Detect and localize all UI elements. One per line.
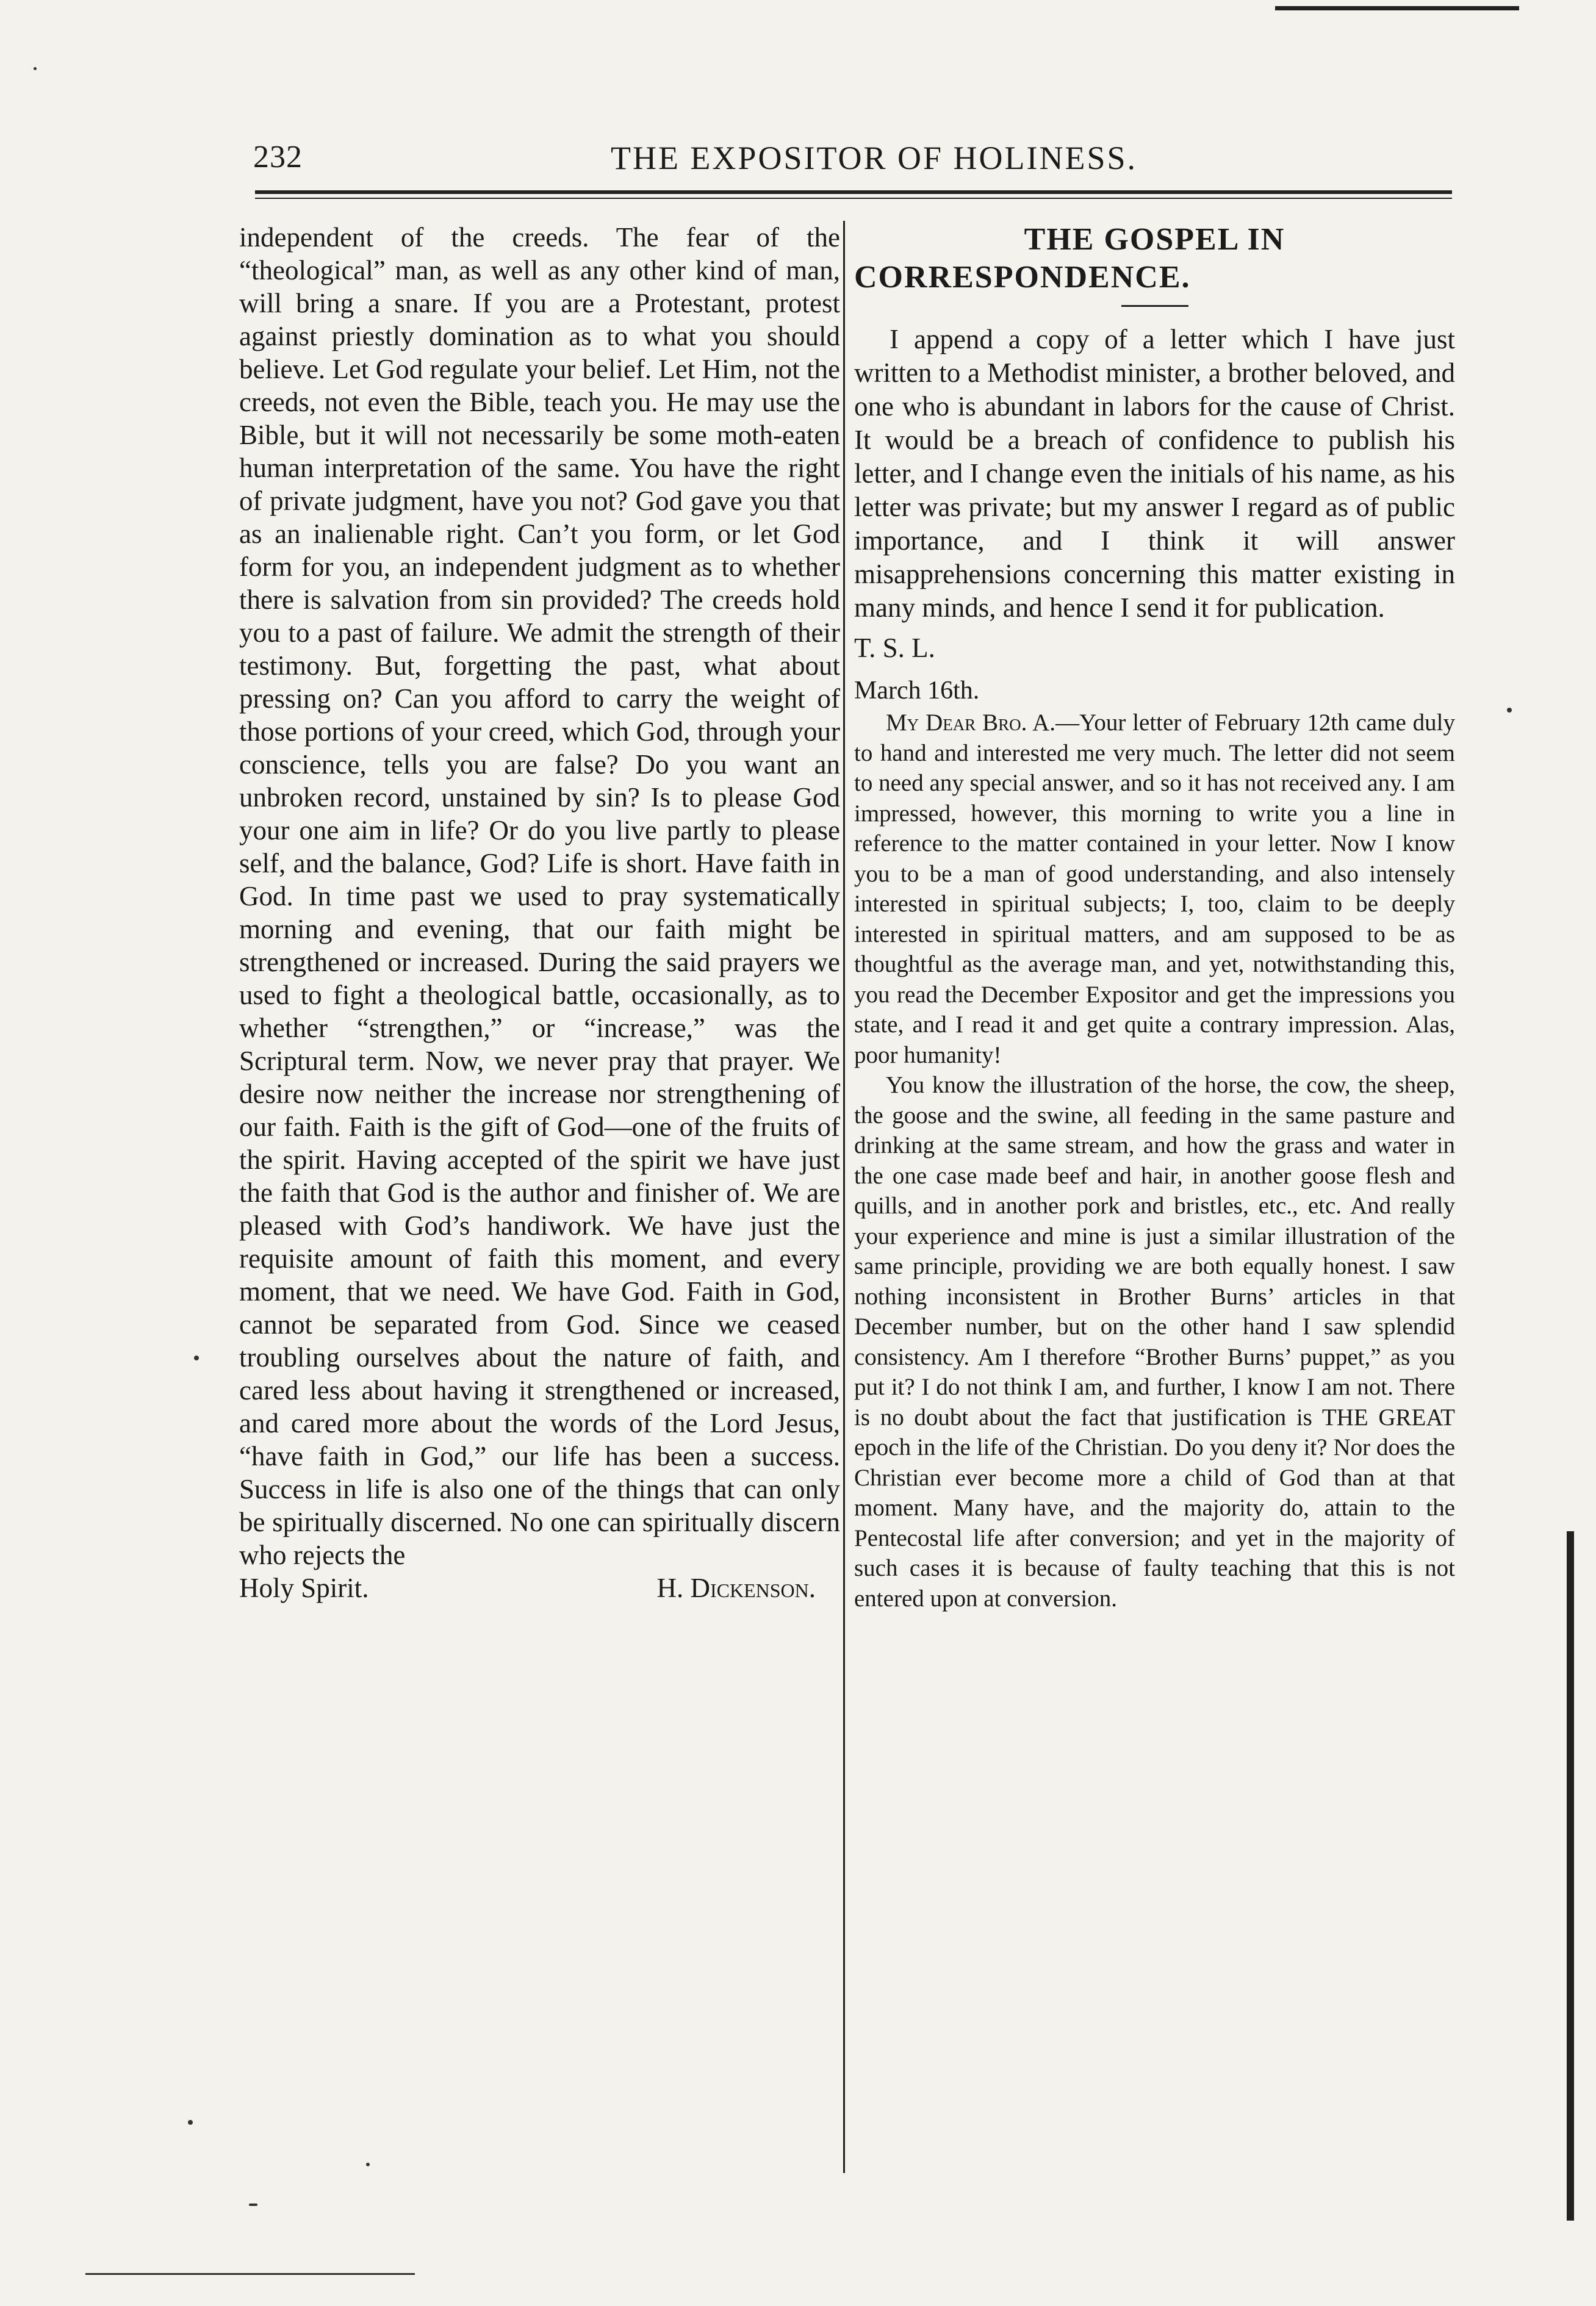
margin-speck bbox=[188, 2120, 193, 2125]
left-column bbox=[239, 221, 840, 1604]
binding-edge-shadow bbox=[1567, 1531, 1574, 2221]
title-rule bbox=[1121, 305, 1188, 307]
letter-paragraph-2: You know the illustration of the horse, the cow, the sheep, the goose and the swine, all feeding in the same pasture and drinking at the same stream, and how the grass and water in the one case made beef and hair, in another goose flesh and quills, and in another pork and bristles, etc., etc. And really your experience and mine is just a similar illustration of the same principle, providing we are both equally honest. I saw nothing inconsistent in Brother Burns’ articles in that December number, but on the other hand I saw splendid consistency. Am I therefore “Brother Burns’ puppet,” as you put it? I do not think I am, and further, I know I am not. There is no doubt about the fact that justification is THE GREAT epoch in the life of the Christian. Do you deny it? Nor does the Christian ever become more a child of God than at that moment. Many have, and the majority do, attain to the Pentecostal life after conversion; and yet in the majority of such cases it is because of faulty teaching that this is not entered upon at conversion. bbox=[854, 1072, 1455, 1612]
right-column bbox=[854, 221, 1455, 1614]
letter-body bbox=[854, 708, 1455, 1614]
margin-speck bbox=[194, 1356, 199, 1360]
letter-paragraph-1-text: —Your letter of February 12th came duly to hand and interested me very much. The letter did not seem to need any special answer, and so it has not received any. I am impressed, however, this morning to write you a line in reference to the matter contained in your letter. Now I know you to be a man of good understanding, and also intensely interested in spiritual subjects; I, too, claim to be deeply interested in spiritual matters, and am supposed to be as thoughtful as the average man, and yet, notwithstanding this, you read the December Expositor and get the impressions you state, and I read it and get quite a contrary impression. Alas, poor humanity! bbox=[854, 709, 1455, 1068]
author-signature: H. Dickenson. bbox=[656, 1573, 816, 1603]
closing-words: Holy Spirit. bbox=[239, 1573, 369, 1603]
header-rule-thin bbox=[255, 198, 1452, 199]
article-title: THE GOSPEL IN CORRESPONDENCE. bbox=[854, 222, 1285, 295]
intro-paragraph: I append a copy of a letter which I have just written to a Methodist minister, a brother beloved, and one who is abundant in labors for the cause of Christ. It would be a breach of confidence to publish his letter, and I change even the initials of his name, as his letter was private; but my answer I regard as of public importance, and I think it will answer misapprehensions concerning this matter existing in many minds, and hence I send it for publication. bbox=[854, 324, 1455, 623]
letter-date: March 16th. bbox=[854, 677, 980, 705]
author-initials: T. S. L. bbox=[854, 633, 935, 663]
article-signoff bbox=[239, 1571, 840, 1604]
column-divider bbox=[843, 221, 845, 2173]
page-header bbox=[253, 139, 1452, 188]
margin-speck bbox=[1507, 708, 1512, 713]
margin-speck bbox=[34, 67, 37, 70]
article-body-continued: independent of the creeds. The fear of the “theological” man, as well as any other kind of man, will bring a snare. If you are a Protestant, protest against priestly domination as to what you should believe. Let God regulate your belief. Let Him, not the creeds, not even the Bible, teach you. He may use the Bible, but it will not necessarily be some moth-eaten human interpretation of the same. You have the right of private judgment, have you not? God gave you that as an inalienable right. Can’t you form, or let God form for you, an independent judgment as to whether there is salvation from sin provided? The creeds hold you to a past of failure. We admit the strength of their testimony. But, forgetting the past, what about pressing on? Can you afford to carry the weight of those portions of your creed, which God, through your conscience, tells you are false? Do you want an unbroken record, unstained by sin? Is to please God your one aim in life? Or do you live partly to please self, and the balance, God? Life is short. Have faith in God. In time past we used to pray systematically morning and evening, that our faith might be strengthened or increased. During the said prayers we used to fight a theological battle, occasionally, as to whether “strengthen,” or “increase,” was the Scriptural term. Now, we never pray that prayer. We desire now neither the increase nor strengthening of our faith. Faith is the gift of God—one of the fruits of the spirit. Having accepted of the spirit we have just the faith that God is the author and finisher of. We are pleased with God’s handiwork. We have just the requisite amount of faith this moment, and every moment, that we need. We have God. Faith in God, cannot be separated from God. Since we ceased troubling ourselves about the nature of faith, and cared less about having it strengthened or increased, and cared more about the words of the Lord Jesus, “have faith in God,” our life has been a success. Success in life is also one of the things that can only be spiritually discerned. No one can spiritually discern who rejects the bbox=[239, 222, 840, 1570]
margin-speck bbox=[249, 2204, 257, 2206]
page-number: 232 bbox=[253, 140, 303, 174]
top-margin-rule bbox=[1275, 6, 1519, 10]
margin-speck bbox=[366, 2163, 370, 2166]
header-rule-thick bbox=[255, 190, 1452, 194]
salutation: My Dear Bro. A. bbox=[886, 709, 1056, 736]
bottom-margin-rule bbox=[85, 2273, 415, 2275]
running-title: THE EXPOSITOR OF HOLINESS. bbox=[610, 140, 1138, 176]
letter-paragraph bbox=[854, 708, 1455, 1070]
